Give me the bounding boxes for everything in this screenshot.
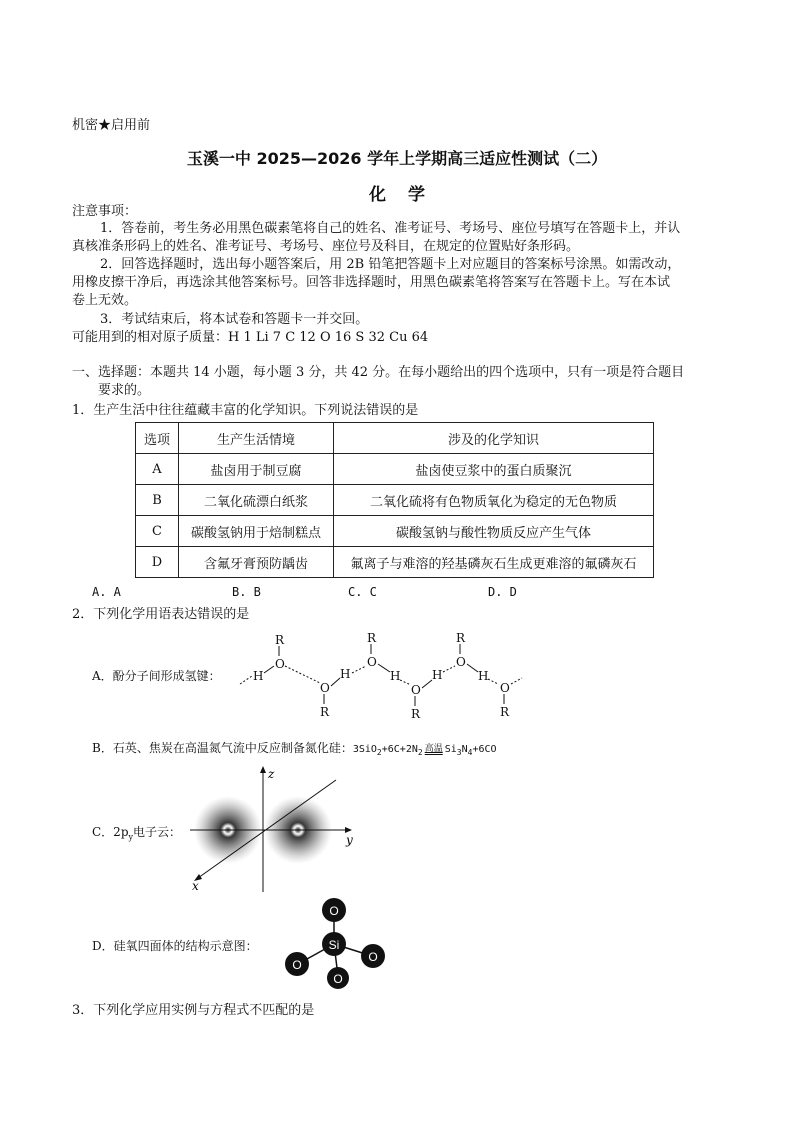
table-header: 涉及的化学知识 [334,423,654,454]
q3-stem: 3．下列化学应用实例与方程式不匹配的是 [72,1003,315,1018]
h-label: H [340,667,351,681]
q2-option-b-text: B．石英、焦炭在高温氮气流中反应制备氮化硅： [92,741,353,755]
q1-stem: 1．生产生活中往往蕴藏丰富的化学知识。下列说法错误的是 [72,403,419,418]
atomic-masses: 可能用到的相对原子质量：H 1 Li 7 C 12 O 16 S 32 Cu 64 [72,330,429,345]
exam-title: 玉溪一中 2025—2026 学年上学期高三适应性测试（二） [186,149,608,168]
table-cell: C [136,516,179,547]
r-label: R [411,707,421,720]
eq-part: +6CO [472,744,497,755]
notice-item1-line1: 1．答卷前，考生务必用黑色碳素笔将自己的姓名、准考证号、考场号、座位号填写在答题卡上，并认 [100,221,681,236]
notice-item2-line1: 2．回答选择题时，选出每小题答案后，用 2B 铅笔把答题卡上对应题目的答案标号涂黑。如需改动， [100,257,681,272]
notice-item1-line2: 真核准条形码上的姓名、准考证号、考场号、座位号及科目，在规定的位置贴好条形码。 [72,239,580,254]
q2-stem: 2．下列化学用语表达错误的是 [72,607,250,622]
table-cell: 氟离子与难溶的羟基磷灰石生成更难溶的氟磷灰石 [334,547,654,578]
section1-line2: 要求的。 [98,383,151,398]
table-row [136,485,654,516]
o-label: O [500,681,510,695]
notice-item3: 3．考试结束后，将本试卷和答题卡一并交回。 [100,312,369,327]
eq-part: +6C+2N [381,744,418,755]
y-axis-label: y [346,833,353,847]
table-cell: D [136,547,179,578]
q2-option-d: D．硅氧四面体的结构示意图： [92,939,258,953]
r-label: R [456,631,466,645]
q1-option-d: D. D [488,585,517,599]
table-cell: A [136,454,179,485]
q1-option-a: A. A [92,585,121,599]
table-row [136,454,654,485]
eq-sub: 2 [417,748,423,757]
r-label: R [275,633,285,647]
table-header-row [136,423,654,454]
eq-sub: 2 [376,748,382,757]
x-axis-label: x [192,879,199,893]
oxygen-label: O [333,972,343,986]
hydrogen-bond-diagram [230,628,530,720]
table-header: 生产生活情境 [179,423,334,454]
z-arrow-icon [260,766,266,773]
eq-sub: 4 [467,748,473,757]
o-label: O [411,683,421,697]
eq-part: 3SiO [352,744,377,755]
sio4-tetrahedron-diagram [282,896,392,990]
table-header: 选项 [136,423,179,454]
q2-option-b [92,740,497,761]
oxygen-label: O [292,958,302,972]
silicon-label: Si [328,938,340,952]
table-cell: 碳酸氢钠用于焙制糕点 [179,516,334,547]
subject-title: 化学 [369,185,447,205]
o-label: O [320,681,330,695]
q2-option-c [92,824,181,845]
table-cell: 含氟牙膏预防龋齿 [179,547,334,578]
o-label: O [456,655,466,669]
notice-item2-line3: 卷上无效。 [72,293,138,308]
electron-cloud-diagram [186,764,366,894]
table-cell: 盐卤使豆浆中的蛋白质聚沉 [334,454,654,485]
table-cell: 碳酸氢钠与酸性物质反应产生气体 [334,516,654,547]
h-label: H [432,668,443,682]
q1-option-b: B. B [232,585,261,599]
oxygen-label: O [368,950,378,964]
r-label: R [500,705,510,719]
table-cell: 二氧化硫漂白纸浆 [179,485,334,516]
section1-line1: 一、选择题：本题共 14 小题，每小题 3 分，共 42 分。在每小题给出的四个选项中，只有一项是符合题目 [72,365,685,380]
notice-item2-line2: 用橡皮擦干净后，再选涂其他答案标号。回答非选择题时，用黑色碳素笔将答案写在答题卡上。写在本试 [72,275,671,290]
eq-part: Si [444,744,457,755]
q1-option-c: C. C [348,585,377,599]
h-label: H [478,669,489,683]
q1-table [135,422,654,578]
r-label: R [367,631,377,645]
option-c-sub: y [128,832,134,842]
option-c-suffix: 电子云： [133,825,182,839]
r-label: R [320,705,330,719]
h-label: H [390,669,401,683]
eq-sub: 3 [456,748,462,757]
table-row [136,516,654,547]
table-cell: 盐卤用于制豆腐 [179,454,334,485]
secret-mark: 机密★启用前 [72,118,151,133]
notice-heading: 注意事项： [72,204,138,219]
option-c-prefix: C．2p [92,825,129,839]
o-label: O [367,655,377,669]
o-label: O [275,657,285,671]
table-cell: 二氧化硫将有色物质氧化为稳定的无色物质 [334,485,654,516]
table-cell: B [136,485,179,516]
condition-label: 高温 [424,744,443,754]
q2-option-a: A．酚分子间形成氢键： [92,669,221,683]
equation: $3SiO_2+6C+2N_2$ 高温 $Si_3N_4+6CO$ [352,744,497,757]
table-row [136,547,654,578]
oxygen-label: O [329,904,339,918]
z-axis-label: z [268,767,275,781]
reaction-condition [425,745,443,754]
h-label: H [253,669,264,683]
